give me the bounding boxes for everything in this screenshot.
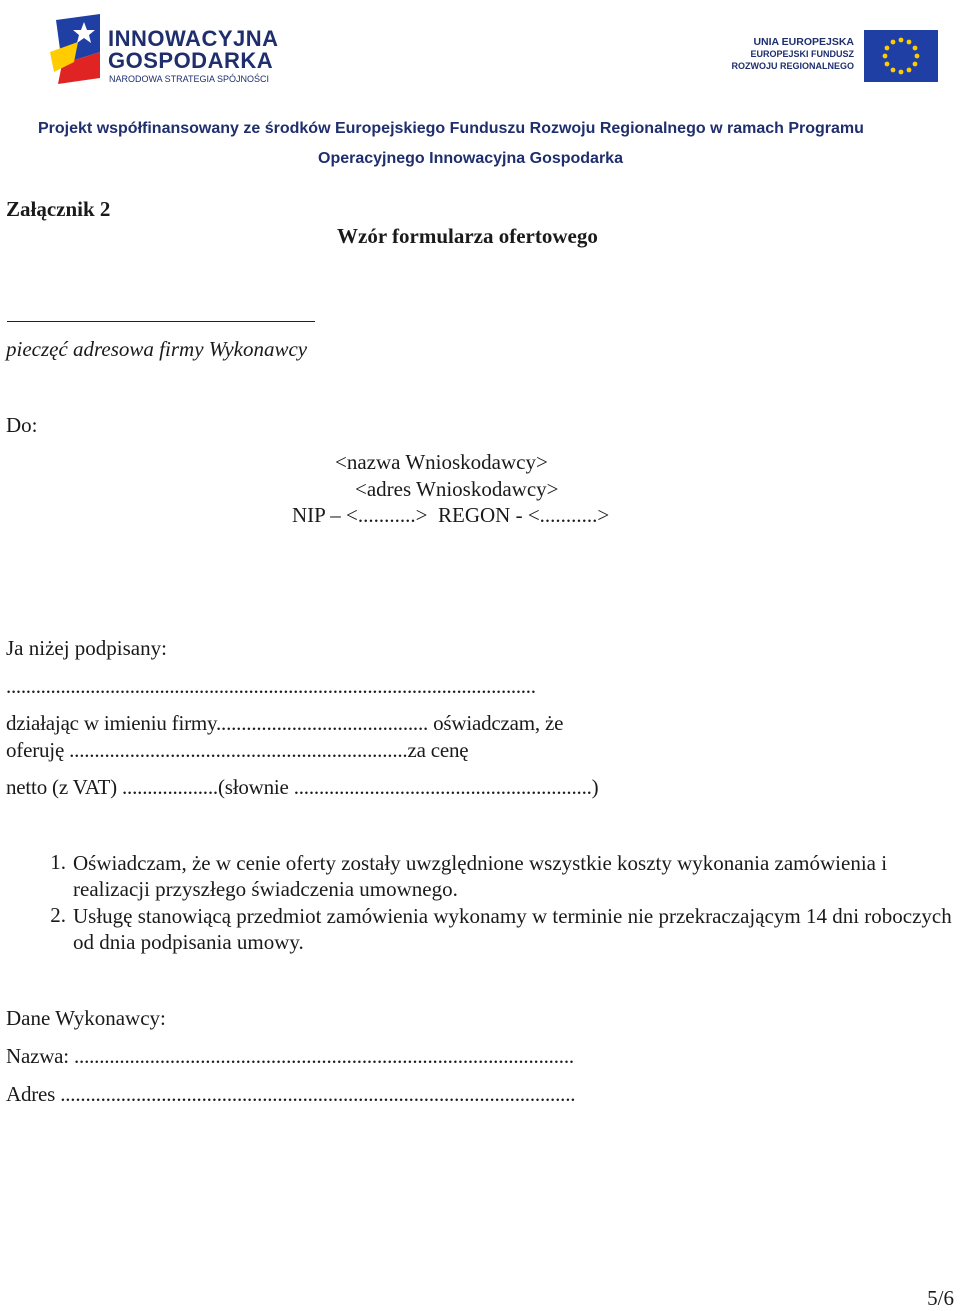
contractor-address-line: Adres ...................................................................................................... <box>6 1082 576 1106</box>
list-item-text: Oświadczam, że w cenie oferty zostały uwzględnione wszystkie koszty wykonania zamówienia i realizacji przyszłego świadczenia umownego. <box>73 851 888 901</box>
eu-logo-line2: EUROPEJSKI FUNDUSZ <box>750 49 854 59</box>
stamp-signature-line <box>7 321 315 322</box>
header-line-2: Operacyjnego Innowacyjna Gospodarka <box>318 150 623 167</box>
innowacyjna-gospodarka-logo <box>48 12 278 88</box>
document-title: Wzór formularza ofertowego <box>337 224 598 248</box>
page-number: 5/6 <box>927 1286 954 1310</box>
signed-label: Ja niżej podpisany: <box>6 636 167 660</box>
logo-text-line2: GOSPODARKA <box>108 48 274 73</box>
logo-text-line3: NARODOWA STRATEGIA SPÓJNOŚCI <box>109 74 270 84</box>
logo-text-line1: INNOWACYJNA <box>108 26 279 51</box>
contractor-label: Dane Wykonawcy: <box>6 1006 166 1030</box>
recipient-name: <nazwa Wnioskodawcy> <box>335 450 548 474</box>
header-line-1: Projekt współfinansowany ze środków Europejskiego Funduszu Rozwoju Regionalnego w ramach Programu <box>38 120 864 137</box>
recipient-ids: NIP – <...........> REGON - <...........> <box>292 503 610 527</box>
list-item-text: Usługę stanowiącą przedmiot zamówienia wykonamy w terminie nie przekraczającym 14 dni roboczych od dnia podpisania umowy. <box>73 904 952 954</box>
acting-on-behalf-line: działając w imieniu firmy.......................................... oświadczam, że <box>6 711 564 735</box>
offer-line: oferuję ...................................................................za cenę <box>6 738 469 762</box>
poland-eu-flag-icon <box>48 12 106 86</box>
stamp-caption: pieczęć adresowa firmy Wykonawcy <box>6 337 308 361</box>
recipient-address: <adres Wnioskodawcy> <box>355 477 559 501</box>
list-item-number: 2. <box>50 903 66 927</box>
list-item-number: 1. <box>50 850 66 874</box>
declarations-list <box>0 850 960 960</box>
to-label: Do: <box>6 413 38 437</box>
signer-dots-line: ........................................................................................................... <box>6 674 536 698</box>
eu-flag-icon <box>864 30 938 82</box>
eu-logo-line1: UNIA EUROPEJSKA <box>753 36 854 48</box>
eu-logo <box>728 30 938 82</box>
attachment-label: Załącznik 2 <box>6 197 111 221</box>
eu-logo-line3: ROZWOJU REGIONALNEGO <box>731 61 854 71</box>
contractor-name-line: Nazwa: ................................................................................................... <box>6 1044 574 1068</box>
price-line: netto (z VAT) ...................(słownie ...........................................................) <box>6 775 599 799</box>
